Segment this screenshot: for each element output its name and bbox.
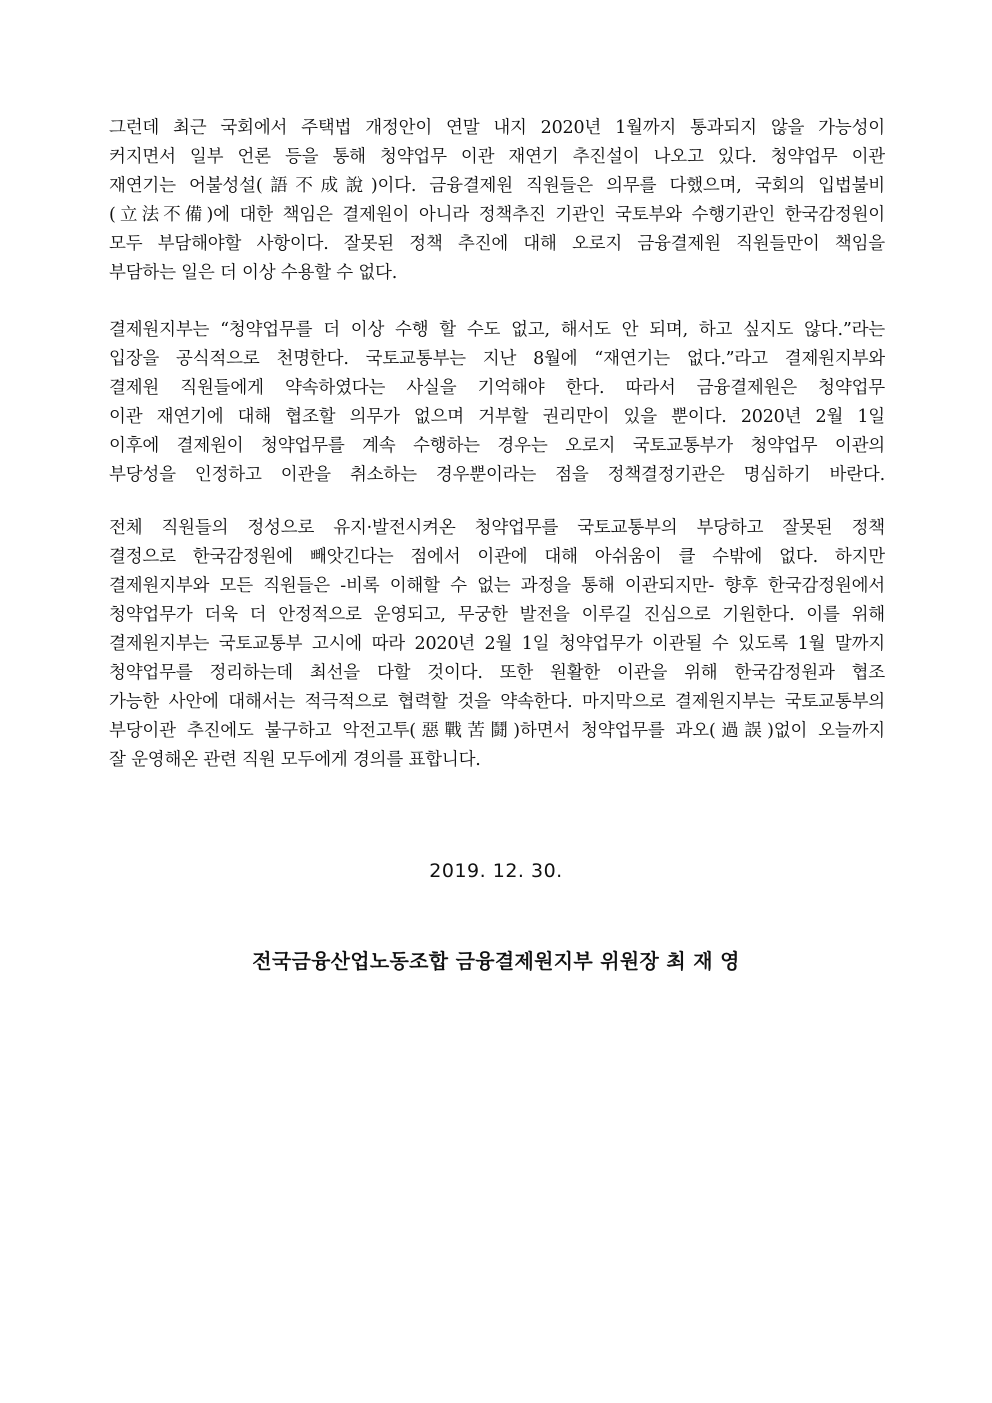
text-line: 결정으로 한국감정원에 빼앗긴다는 점에서 이관에 대해 아쉬움이 클 수밖에 없다. 하지만	[109, 547, 885, 567]
text-line: 청약업무를 정리하는데 최선을 다할 것이다. 또한 원활한 이관을 위해 한국감정원과 협조	[109, 663, 885, 683]
text-line: 청약업무가 더욱 더 안정적으로 운영되고, 무궁한 발전을 이루길 진심으로 기원한다. 이를 위해	[109, 605, 885, 625]
text-line: 부담하는 일은 더 이상 수용할 수 없다.	[109, 263, 398, 283]
text-line: 이관 재연기에 대해 협조할 의무가 없으며 거부할 권리만이 있을 뿐이다. 2020년 2월 1일	[109, 407, 885, 427]
paragraph-1	[109, 114, 885, 288]
text-line: 결제원지부와 모든 직원들은 -비록 이해할 수 없는 과정을 통해 이관되지만- 향후 한국감정원에서	[109, 576, 885, 596]
text-line: 커지면서 일부 언론 등을 통해 청약업무 이관 재연기 추진설이 나오고 있다. 청약업무 이관	[109, 147, 885, 167]
document-date: 2019. 12. 30.	[429, 860, 563, 882]
text-line: 전체 직원들의 정성으로 유지·발전시켜온 청약업무를 국토교통부의 부당하고 잘못된 정책	[109, 518, 885, 538]
text-line: 부당성을 인정하고 이관을 취소하는 경우뿐이라는 점을 정책결정기관은 명심하기 바란다.	[109, 465, 885, 485]
text-line: 결제원지부는 “청약업무를 더 이상 수행 할 수도 없고, 해서도 안 되며, 하고 싶지도 않다.”라는	[109, 320, 885, 340]
text-line: 모두 부담해야할 사항이다. 잘못된 정책 추진에 대해 오로지 금융결제원 직원들만이 책임을	[109, 234, 885, 254]
text-line: 재연기는 어불성설(語不成說)이다. 금융결제원 직원들은 의무를 다했으며, 국회의 입법불비	[109, 176, 885, 196]
text-line: 입장을 공식적으로 천명한다. 국토교통부는 지난 8월에 “재연기는 없다.”라고 결제원지부와	[109, 349, 885, 369]
signature-line: 전국금융산업노동조합 금융결제원지부 위원장 최 재 영	[252, 949, 740, 973]
text-line: 잘 운영해온 관련 직원 모두에게 경의를 표합니다.	[109, 750, 481, 770]
text-line: 그런데 최근 국회에서 주택법 개정안이 연말 내지 2020년 1월까지 통과되지 않을 가능성이	[109, 118, 885, 138]
text-line: 부당이관 추진에도 불구하고 악전고투(惡戰苦鬪)하면서 청약업무를 과오(過誤)없이 오늘까지	[109, 721, 885, 741]
paragraph-2	[109, 316, 885, 490]
text-line: 가능한 사안에 대해서는 적극적으로 협력할 것을 약속한다. 마지막으로 결제원지부는 국토교통부의	[109, 692, 885, 712]
text-line: 결제원 직원들에게 약속하였다는 사실을 기억해야 한다. 따라서 금융결제원은 청약업무	[109, 378, 885, 398]
text-line: (立法不備)에 대한 책임은 결제원이 아니라 정책추진 기관인 국토부와 수행기관인 한국감정원이	[109, 205, 885, 225]
text-line: 결제원지부는 국토교통부 고시에 따라 2020년 2월 1일 청약업무가 이관될 수 있도록 1월 말까지	[109, 634, 885, 654]
text-line: 이후에 결제원이 청약업무를 계속 수행하는 경우는 오로지 국토교통부가 청약업무 이관의	[109, 436, 885, 456]
paragraph-3	[109, 514, 885, 775]
